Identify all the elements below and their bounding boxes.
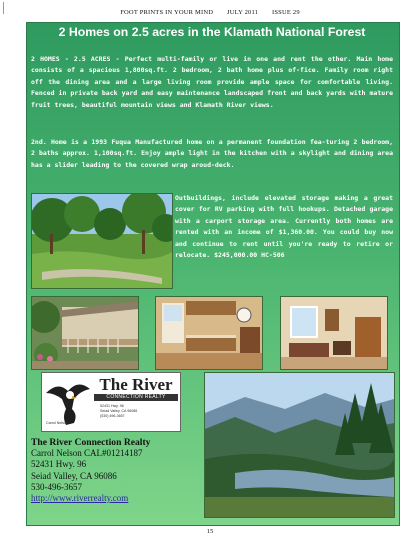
issue-date: JULY 2011 (226, 9, 259, 16)
website-link[interactable]: http://www.riverrealty.com (31, 493, 129, 504)
company-name: The River Connection Realty (31, 437, 151, 448)
street-address: 52431 Hwy. 96 (31, 459, 87, 470)
logo-address-line: 52431 Hwy. 96 (100, 404, 124, 408)
logo-agent-line: Carrol Nelson (46, 421, 68, 425)
page-number: 15 (206, 528, 214, 535)
home-deck-photo (31, 296, 139, 370)
logo-phone-line: (530) 496-3657 (100, 414, 125, 418)
agent-name: Carrol Nelson CAL#01214187 (31, 448, 143, 459)
ad-title: 2 Homes on 2.5 acres in the Klamath National Forest (58, 25, 366, 39)
logo-wordmark: The River (99, 375, 173, 394)
logo-city-line: Seiad Valley, CA 96086 (100, 409, 138, 413)
property-land-photo (31, 193, 173, 289)
description-paragraph-1: 2 HOMES - 2.5 ACRES - Perfect multi-family or live in one and rent the other. Main home consists of a spacious 1,800sq.ft. 2 bedroom, 2 bath home plus of-fice. Family room right off the dining area and a large living room provide ample space for comfortable living. Fenced in private back yard and easy maintenance landscaped front and back yards with mature fruit trees, beautiful mountain views and Klamath River views. (31, 55, 393, 109)
contact-block (31, 437, 201, 504)
kitchen-photo (155, 296, 263, 370)
description-paragraph-2: 2nd. Home is a 1993 Fuqua Manufactured home on a permanent foundation fea-turing 2 bedroom, 2 baths approx. 1,100sq.ft. Enjoy ample light in the kitchen with a skylight and dining area has a slider leading to the covered wrap aroud-deck. (31, 138, 393, 169)
issue-number: ISSUE 29 (271, 9, 300, 16)
logo-subtitle: CONNECTION REALTY (94, 394, 178, 401)
city-address: Seiad Valley, CA 96086 (31, 470, 117, 481)
living-room-photo (280, 296, 388, 370)
publication-name: FOOT PRINTS IN YOUR MIND (120, 9, 214, 16)
realty-logo (41, 372, 181, 432)
phone-number: 530-496-3657 (31, 481, 82, 492)
description-paragraph-3: Outbuildings, include elevated storage making a great cover for RV parking with full hookups. Detached garage with a carport storage area. Currently both homes are rented with an income of $1,360.00. You could buy now and continue to rent until you're ready to retire or relocate. $245,000.00 HC-506 (175, 194, 393, 260)
klamath-river-photo (204, 372, 395, 518)
page-header (0, 9, 420, 16)
